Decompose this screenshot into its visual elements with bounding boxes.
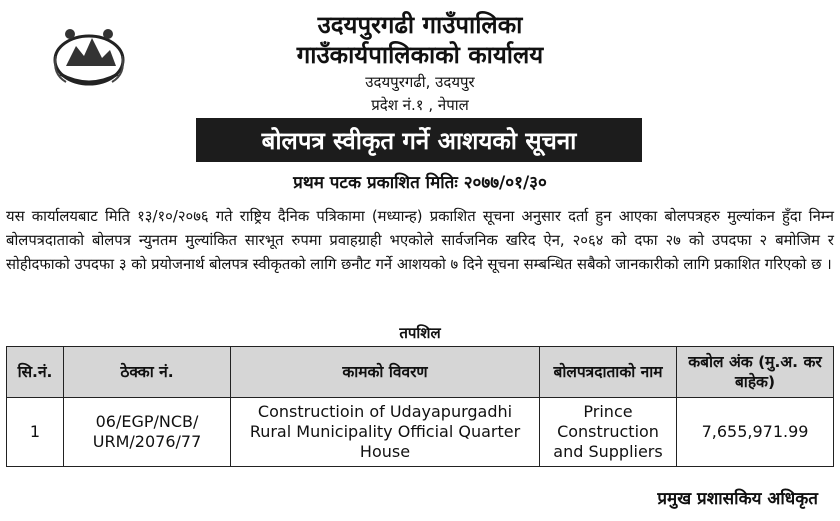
bid-table <box>6 346 834 467</box>
table-row <box>7 398 834 467</box>
government-emblem-icon <box>46 16 132 96</box>
org-name: उदयपुरगढी गाउँपालिका <box>317 11 523 39</box>
cell-sn: 1 <box>7 398 64 467</box>
column-header-contract-no: ठेक्का नं. <box>64 347 231 398</box>
notice-body: यस कार्यालयबाट मिति १३/१०/२०७६ गते राष्ट्रिय दैनिक पत्रिकामा (मध्यान्ह) प्रकाशित सूचना अनुसार दर्ता हुन आएका बोलपत्रहरु मुल्यांकन हुँदा निम्न बोलपत्रदाताको बोलपत्र न्युनतम मुल्यांकित सारभूत रुपमा प्रवाहग्राही भएकोले सार्वजनिक खरिद ऐन, २०६४ को दफा २७ को उपदफा २ बमोजिम र सोहीदफाको उपदफा ३ को प्रयोजनार्थ बोलपत्र स्वीकृतको लागि छनौट गर्ने आशयको ७ दिने सूचना सम्बन्धित सबैको जानकारीको लागि प्रकाशित गरिएको छ । <box>6 208 834 273</box>
column-header-amount: कबोल अंक (मु.अ. कर बाहेक) <box>677 347 834 398</box>
address-line-2: प्रदेश नं.१ , नेपाल <box>371 96 469 114</box>
column-header-sn: सि.नं. <box>7 347 64 398</box>
address-line-1: उदयपुरगढी, उदयपुर <box>365 73 475 91</box>
cell-description: Constructioin of Udayapurgadhi Rural Municipality Official Quarter House <box>231 398 540 467</box>
office-name: गाउँकार्यपालिकाको कार्यालय <box>296 41 544 69</box>
table-header-row <box>7 347 834 398</box>
signoff-title: प्रमुख प्रशासकिय अधिकृत <box>657 489 818 509</box>
column-header-description: कामको विवरण <box>231 347 540 398</box>
cell-bidder: Prince Construction and Suppliers <box>540 398 677 467</box>
cell-contract-no: 06/EGP/NCB/ URM/2076/77 <box>64 398 231 467</box>
cell-amount: 7,655,971.99 <box>677 398 834 467</box>
notice-title: बोलपत्र स्वीकृत गर्ने आशयको सूचना <box>196 118 642 162</box>
details-heading: तपशिल <box>399 324 441 342</box>
first-published-date: प्रथम पटक प्रकाशित मितिः २०७७/०१/३० <box>293 173 547 193</box>
column-header-bidder: बोलपत्रदाताको नाम <box>540 347 677 398</box>
